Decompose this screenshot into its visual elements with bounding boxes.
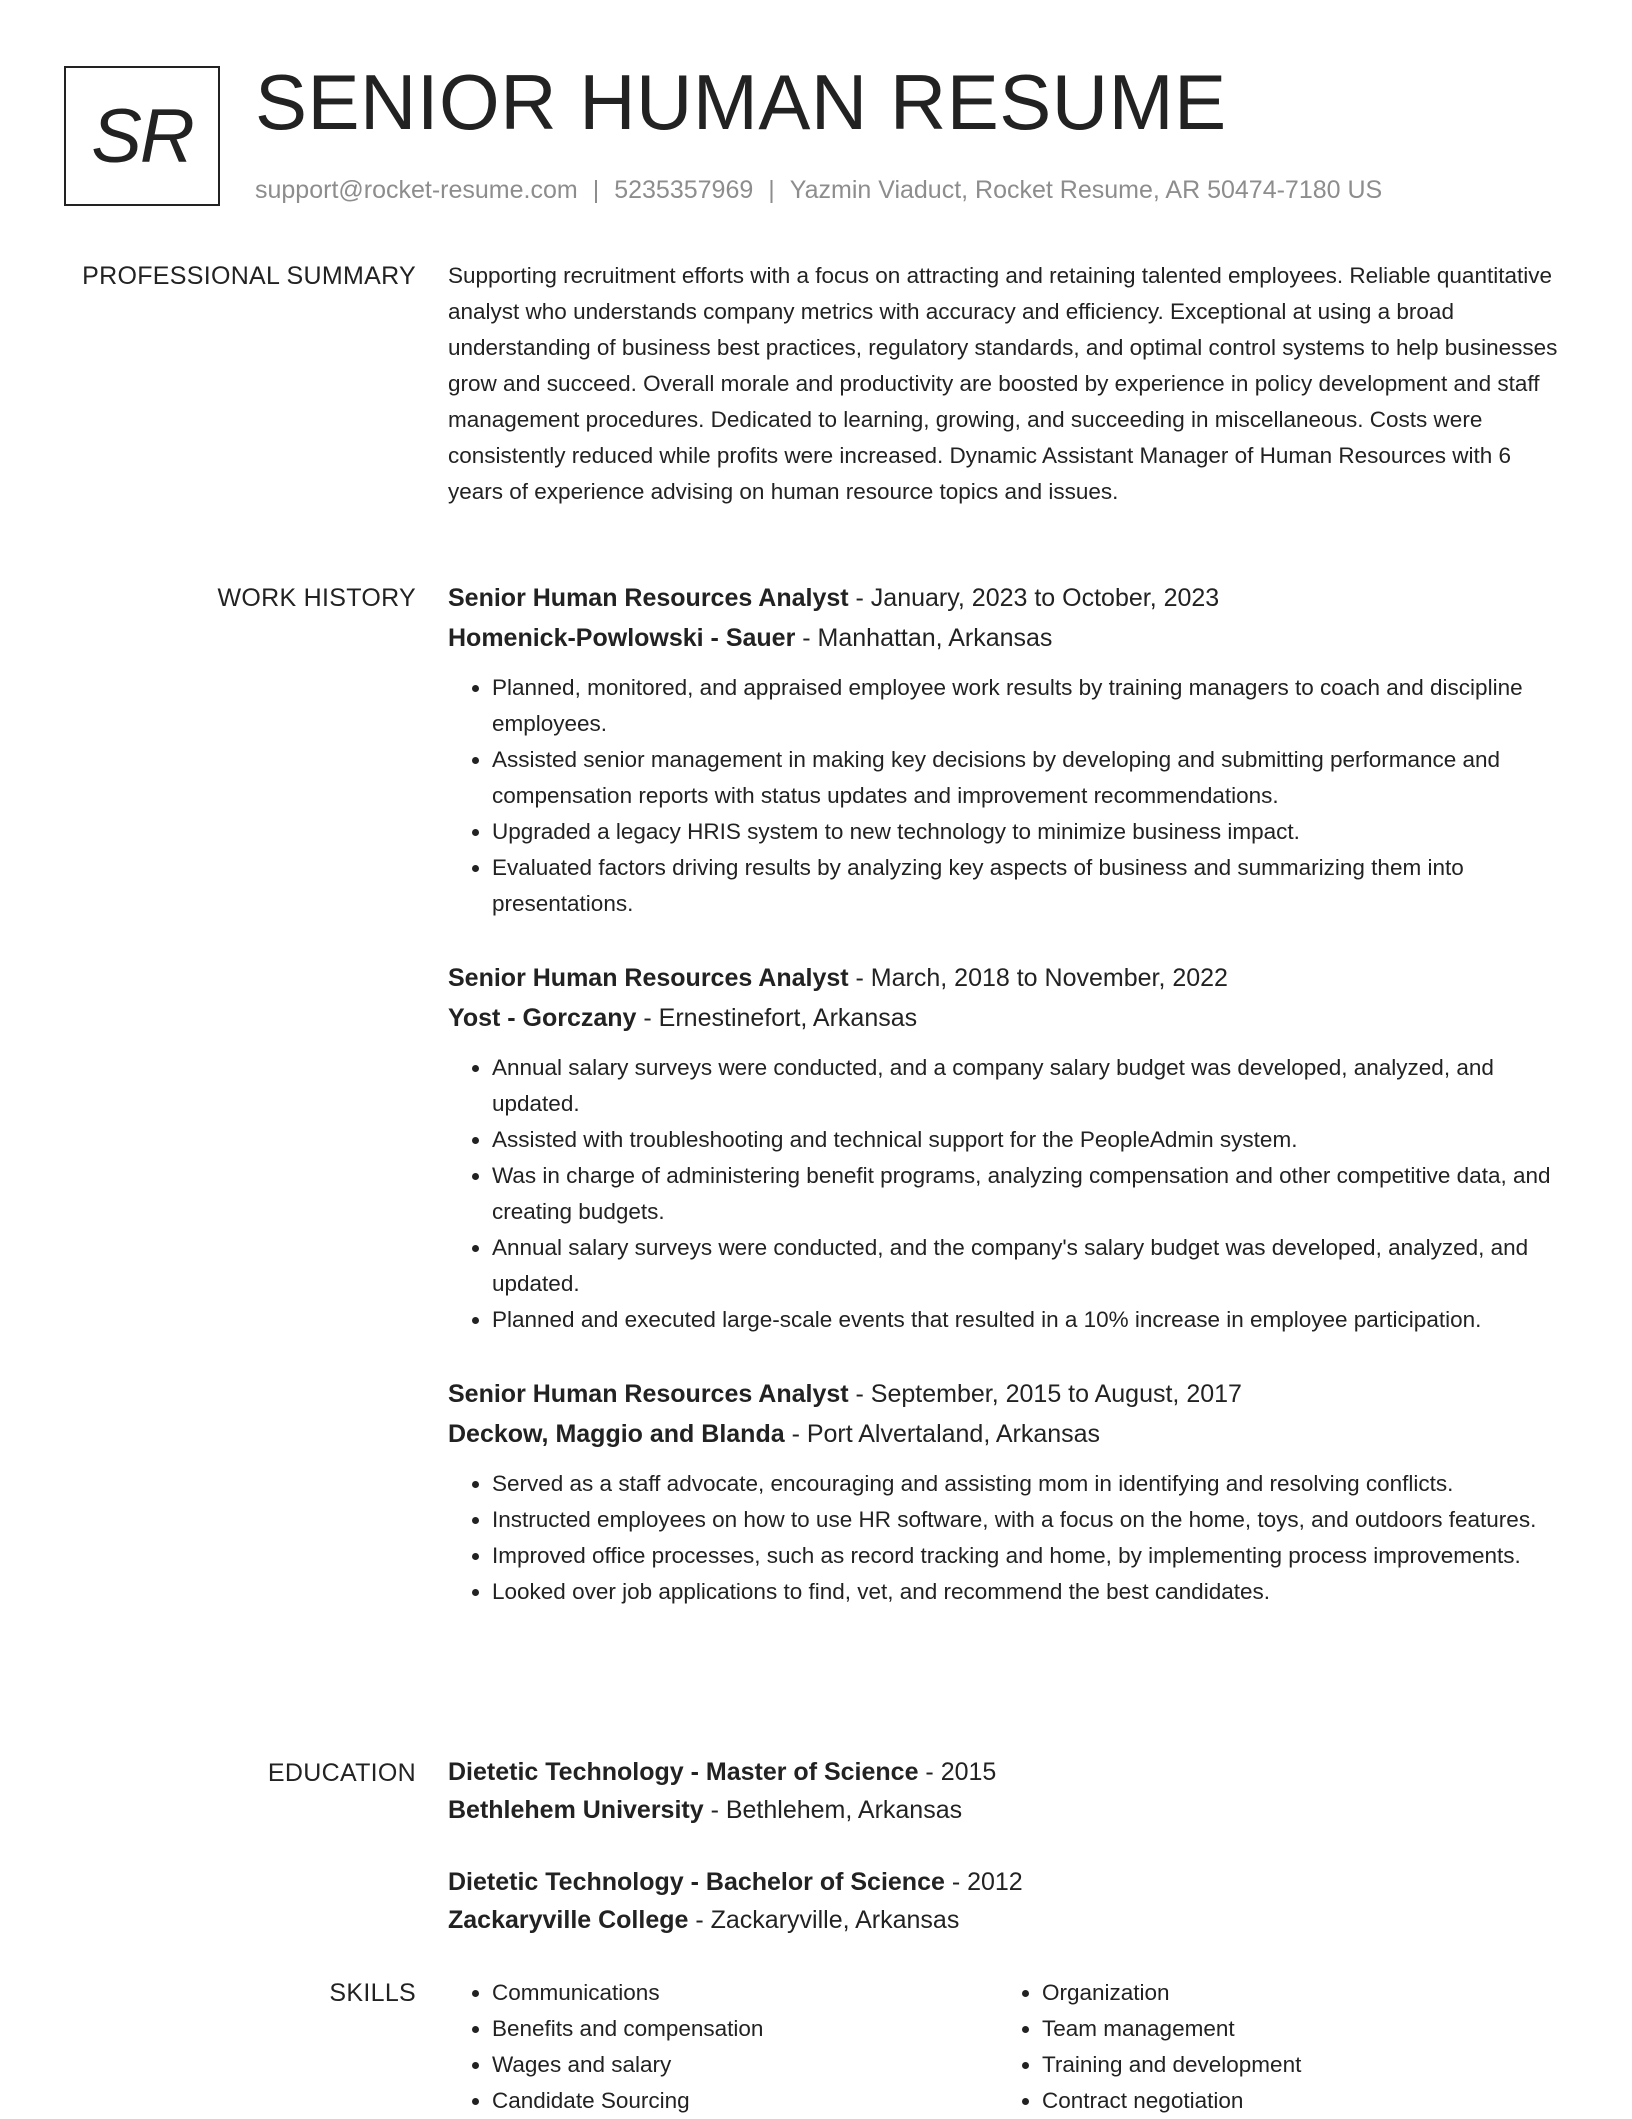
section-heading: SKILLS <box>329 1979 416 2007</box>
job-location: - Ernestinefort, Arkansas <box>636 1004 918 1032</box>
education-degree-line <box>448 1753 1568 1791</box>
list-item: • Served as a staff advocate, encouraging and assisting mom in identifying and resolving conflicts. <box>492 1466 1568 1502</box>
job-company: Homenick-Powlowski - Sauer <box>448 624 796 652</box>
list-item: • Assisted senior management in making key decisions by developing and submitting performance and compensation reports with status updates and improvement recommendations. <box>492 742 1568 814</box>
contact-separator: | <box>768 176 775 204</box>
job-dates: - September, 2015 to August, 2017 <box>848 1380 1242 1408</box>
job-location: - Manhattan, Arkansas <box>795 624 1053 652</box>
education-entry <box>448 1863 1568 1939</box>
list-item: • Training and development <box>1042 2047 1548 2083</box>
job-title: Senior Human Resources Analyst <box>448 1380 849 1408</box>
job-bullets <box>448 670 1568 922</box>
job-title-line <box>448 958 1568 998</box>
list-item: • Benefits and compensation <box>492 2011 998 2047</box>
education-degree: Dietetic Technology - Bachelor of Science <box>448 1868 945 1896</box>
job-location: - Port Alvertaland, Arkansas <box>784 1420 1101 1448</box>
job-dates: - January, 2023 to October, 2023 <box>848 584 1220 612</box>
list-item: • Contract negotiation <box>1042 2083 1548 2119</box>
skills-body <box>448 1981 1568 2119</box>
education-school-line <box>448 1791 1568 1829</box>
job-title-line <box>448 578 1568 618</box>
contact-email: support@rocket-resume.com <box>255 176 578 204</box>
job-title-line <box>448 1374 1568 1414</box>
job-company-line <box>448 998 1568 1038</box>
list-item: • Planned, monitored, and appraised employee work results by training managers to coach and discipline employees. <box>492 670 1568 742</box>
job-company-line <box>448 1414 1568 1454</box>
resume-name: SENIOR HUMAN RESUME <box>255 58 1227 146</box>
list-item: • Instructed employees on how to use HR software, with a focus on the home, toys, and outdoors features. <box>492 1502 1568 1538</box>
education-location: - Bethlehem, Arkansas <box>703 1796 963 1824</box>
skills-column-right <box>998 1975 1548 2119</box>
list-item: • Annual salary surveys were conducted, and a company salary budget was developed, analyzed, and updated. <box>492 1050 1568 1122</box>
list-item: • Was in charge of administering benefit programs, analyzing compensation and other competitive data, and creating budgets. <box>492 1158 1568 1230</box>
education-year: - 2015 <box>918 1758 997 1786</box>
contact-phone: 5235357969 <box>614 176 754 204</box>
education-school: Bethlehem University <box>448 1796 704 1824</box>
contact-separator: | <box>592 176 600 204</box>
contact-line <box>255 176 1382 205</box>
list-item: • Organization <box>1042 1975 1548 2011</box>
education-entry <box>448 1753 1568 1829</box>
section-heading: EDUCATION <box>267 1759 416 1787</box>
list-item: • Communications <box>492 1975 998 2011</box>
initials-monogram: SR <box>64 66 220 206</box>
job-entry <box>448 578 1568 922</box>
education-location: - Zackaryville, Arkansas <box>688 1906 960 1934</box>
job-title: Senior Human Resources Analyst <box>448 584 849 612</box>
list-item: • Evaluated factors driving results by analyzing key aspects of business and summarizing them into presentations. <box>492 850 1568 922</box>
list-item: • Looked over job applications to find, vet, and recommend the best candidates. <box>492 1574 1568 1610</box>
education-degree: Dietetic Technology - Master of Science <box>448 1758 919 1786</box>
education-body <box>448 1753 1568 1973</box>
job-entry <box>448 1374 1568 1610</box>
skills-column-left <box>448 1975 998 2119</box>
work-body <box>448 586 1568 1646</box>
list-item: • Candidate Sourcing <box>492 2083 998 2119</box>
list-item: • Team management <box>1042 2011 1548 2047</box>
list-item: • Wages and salary <box>492 2047 998 2083</box>
job-company-line <box>448 618 1568 658</box>
education-school-line <box>448 1901 1568 1939</box>
section-heading: WORK HISTORY <box>217 584 416 612</box>
list-item: • Improved office processes, such as record tracking and home, by implementing process improvements. <box>492 1538 1568 1574</box>
job-entry <box>448 958 1568 1338</box>
job-company: Yost - Gorczany <box>448 1004 637 1032</box>
summary-body <box>448 264 1568 510</box>
job-company: Deckow, Maggio and Blanda <box>448 1420 785 1448</box>
education-school: Zackaryville College <box>448 1906 689 1934</box>
contact-address: Yazmin Viaduct, Rocket Resume, AR 50474-7180 US <box>789 176 1383 204</box>
skills-grid <box>448 1981 1568 2119</box>
job-bullets <box>448 1050 1568 1338</box>
section-heading: PROFESSIONAL SUMMARY <box>82 262 416 290</box>
education-degree-line <box>448 1863 1568 1901</box>
list-item: • Annual salary surveys were conducted, and the company's salary budget was developed, analyzed, and updated. <box>492 1230 1568 1302</box>
list-item: • Upgraded a legacy HRIS system to new technology to minimize business impact. <box>492 814 1568 850</box>
job-title: Senior Human Resources Analyst <box>448 964 849 992</box>
job-dates: - March, 2018 to November, 2022 <box>848 964 1228 992</box>
education-year: - 2012 <box>944 1868 1023 1896</box>
list-item: • Planned and executed large-scale events that resulted in a 10% increase in employee participation. <box>492 1302 1568 1338</box>
summary-text: Supporting recruitment efforts with a focus on attracting and retaining talented employees. Reliable quantitative analyst who understands company metrics with accuracy and efficiency. Exceptional at using a broad understanding of business best practices, regulatory standards, and optimal control systems to help businesses grow and succeed. Overall morale and productivity are boosted by experience in policy development and staff management procedures. Dedicated to learning, growing, and succeeding in miscellaneous. Costs were consistently reduced while profits were increased. Dynamic Assistant Manager of Human Resources with 6 years of experience advising on human resource topics and issues. <box>448 263 1558 504</box>
job-bullets <box>448 1466 1568 1610</box>
list-item: • Assisted with troubleshooting and technical support for the PeopleAdmin system. <box>492 1122 1568 1158</box>
